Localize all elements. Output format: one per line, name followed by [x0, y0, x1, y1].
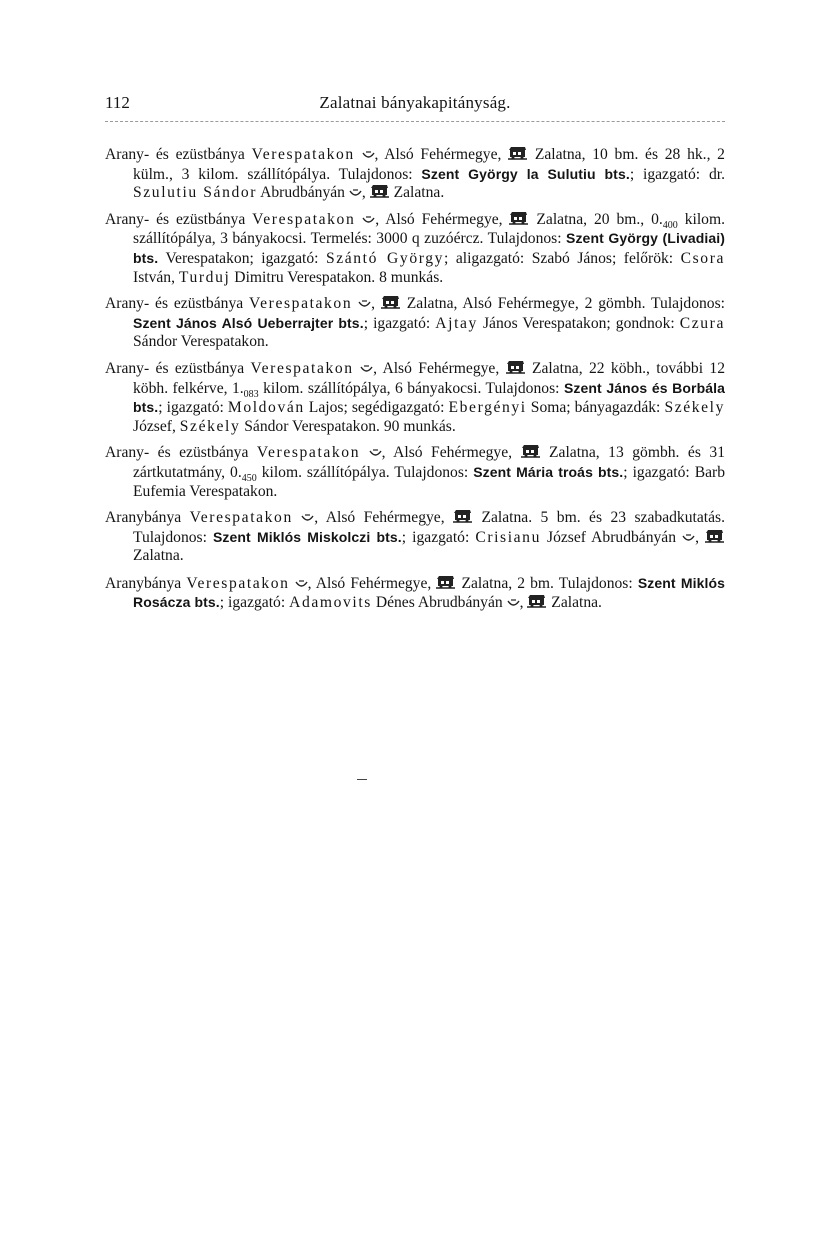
entry-text: ; aligazgató: Szabó János; felőrök: — [444, 249, 681, 267]
owner-name: Szent Mária troás bts. — [473, 463, 624, 480]
entry-text: , Alsó Fehérmegye, — [375, 210, 510, 228]
list-item — [105, 444, 725, 501]
entry-list — [105, 146, 725, 621]
entry-lead: Arany- és ezüstbánya — [105, 146, 252, 163]
post-office-icon — [349, 189, 362, 199]
entry-text: Zalatna, 10 bm. és 28 hk., 2 külm., 3 kilom. szállítópálya. Tulajdonos: — [133, 146, 725, 183]
list-item — [105, 146, 725, 203]
owner-name: Szent György (Livadiai) bts. — [133, 230, 725, 266]
person-name: Székely — [179, 417, 241, 435]
railway-station-icon — [705, 530, 725, 544]
railway-station-icon — [436, 576, 456, 590]
owner-name: Szent János Alsó Ueberrajter bts. — [133, 314, 364, 331]
owner-name: Szent Miklós Miskolczi bts. — [212, 528, 402, 545]
entry-location: Verespatakon — [251, 146, 355, 163]
person-name: Ebergényi — [448, 399, 527, 417]
post-office-icon — [507, 599, 520, 609]
owner-name: Szent György la Sulutiu bts. — [421, 165, 630, 182]
person-name: Adamovits — [289, 594, 372, 612]
entry-text: Dénes Abrudbányán — [371, 594, 507, 612]
entry-text: Zalatna, 20 bm., 0. — [529, 210, 663, 228]
entry-lead: Aranybánya — [105, 509, 190, 527]
entry-lead: Arany- és ezüstbánya — [105, 210, 253, 228]
entry-text: , Alsó Fehérmegye, — [373, 359, 506, 377]
person-name: Székely — [664, 399, 725, 417]
entry-text: Zalatna, Alsó Fehérmegye, 2 gömbh. Tulajdonos: — [400, 295, 725, 313]
entry-text: Lajos; segédigazgató: — [304, 399, 449, 417]
entry-text: Soma; bányagazdák: — [526, 399, 665, 417]
entry-text: Zalatna. — [389, 184, 445, 202]
entry-text: kilom. szállítópálya. Tulajdonos: — [256, 463, 474, 481]
entry-text: Zalatna. — [547, 594, 602, 612]
railway-station-icon — [527, 595, 547, 609]
entry-lead: Arany- és ezüstbánya — [105, 444, 257, 462]
entry-text: , Alsó Fehérmegye, — [381, 444, 521, 462]
entry-text: Zalatna, 13 gömbh. és 31 zártkutatmány, 0. — [133, 444, 726, 481]
entry-location: Verespatakon — [189, 509, 293, 527]
entry-text: Zalatna, 2 bm. Tulajdonos: — [456, 574, 638, 592]
entry-location: Verespatakon — [249, 295, 353, 313]
entry-text: ; igazgató: Barb Eufemia Verespatakon. — [133, 463, 726, 500]
running-title: Zalatnai bányakapitányság. — [319, 93, 511, 112]
person-name: Crisianu — [475, 528, 541, 546]
entry-text: ; igazgató: dr. — [629, 165, 725, 183]
person-name: Szántó György — [325, 249, 445, 267]
railway-station-icon — [521, 445, 541, 459]
person-name: Ajtay — [435, 314, 478, 332]
railway-station-icon — [453, 510, 473, 524]
list-item — [105, 360, 725, 436]
entry-text: Verespatakon; igazgató: — [158, 249, 326, 267]
page-header — [105, 93, 725, 117]
owner-name: Szent János és Borbála bts. — [133, 379, 725, 416]
page-number: 112 — [105, 93, 130, 112]
entry-text: Zalatna. — [133, 547, 184, 565]
entry-location: Verespatakon — [252, 210, 356, 228]
entry-text: Sándor Verespatakon. — [133, 333, 269, 351]
railway-station-icon — [381, 296, 401, 310]
list-item — [105, 295, 725, 352]
railway-station-icon — [508, 147, 528, 161]
entry-text: István, — [133, 268, 179, 286]
entry-text: János Verespatakon; gondnok: — [477, 314, 680, 332]
railway-station-icon — [370, 185, 390, 199]
entry-location: Verespatakon — [256, 444, 361, 462]
post-office-icon — [295, 580, 308, 590]
entry-location: Verespatakon — [186, 574, 290, 592]
entry-text: , Alsó Fehérmegye, — [307, 574, 437, 592]
list-item — [105, 211, 725, 287]
entry-text: Zalatna, 22 köbh., további 12 köbh. felkérve, 1. — [133, 359, 725, 397]
decimal-subscript: 083 — [243, 388, 259, 400]
entry-text: Zalatna. 5 bm. és 23 szabadkutatás. Tulajdonos: — [133, 509, 725, 546]
entry-text: Sándor Verespatakon. 90 munkás. — [240, 417, 456, 435]
stray-mark — [357, 779, 367, 780]
entry-text: kilom. szállítópálya, 6 bányakocsi. Tulajdonos: — [258, 379, 564, 397]
entry-text: , — [371, 295, 381, 313]
list-item — [105, 509, 725, 566]
entry-text: kilom. szállítópálya, 3 bányakocsi. Termelés: 3000 q zuzóércz. Tulajdonos: — [133, 210, 725, 248]
entry-text: ; igazgató: — [363, 314, 436, 332]
railway-station-icon — [506, 361, 526, 375]
entry-lead: Aranybánya — [105, 574, 187, 592]
post-office-icon — [682, 534, 695, 544]
post-office-icon — [360, 365, 373, 375]
person-name: Turduj — [178, 268, 231, 286]
entry-text: ; igazgató: — [219, 594, 290, 612]
person-name: Czura — [679, 314, 725, 332]
person-name: Csora — [680, 249, 726, 267]
entry-lead: Arany- és ezüstbánya — [105, 359, 251, 377]
person-name: Szulutiu Sándor — [133, 184, 258, 202]
entry-text: , — [519, 594, 528, 612]
entry-text: József, — [133, 417, 180, 435]
decimal-subscript: 400 — [662, 219, 678, 231]
entry-text: Abrudbányán — [257, 184, 349, 202]
post-office-icon — [362, 216, 375, 226]
entry-text: , Alsó Fehérmegye, — [374, 146, 509, 163]
entry-location: Verespatakon — [250, 359, 354, 377]
entry-text: ; igazgató: — [158, 399, 228, 417]
entry-text: Dimitru Verespatakon. 8 munkás. — [230, 268, 444, 286]
entry-text: ; igazgató: — [401, 528, 476, 546]
entry-text: József Abrudbányán — [540, 528, 683, 546]
person-name: Moldován — [227, 399, 305, 417]
entry-text: , Alsó Fehérmegye, — [314, 509, 454, 527]
post-office-icon — [301, 514, 314, 524]
list-item — [105, 574, 725, 613]
entry-text: , — [695, 528, 705, 546]
decimal-subscript: 450 — [241, 473, 257, 485]
post-office-icon — [362, 151, 375, 161]
entry-text: , — [361, 184, 370, 202]
railway-station-icon — [509, 212, 529, 226]
owner-name: Szent Miklós Rosácza bts. — [133, 574, 726, 611]
entry-lead: Arany- és ezüstbánya — [105, 295, 250, 313]
post-office-icon — [369, 449, 382, 459]
post-office-icon — [358, 300, 371, 310]
header-rule — [105, 121, 725, 122]
